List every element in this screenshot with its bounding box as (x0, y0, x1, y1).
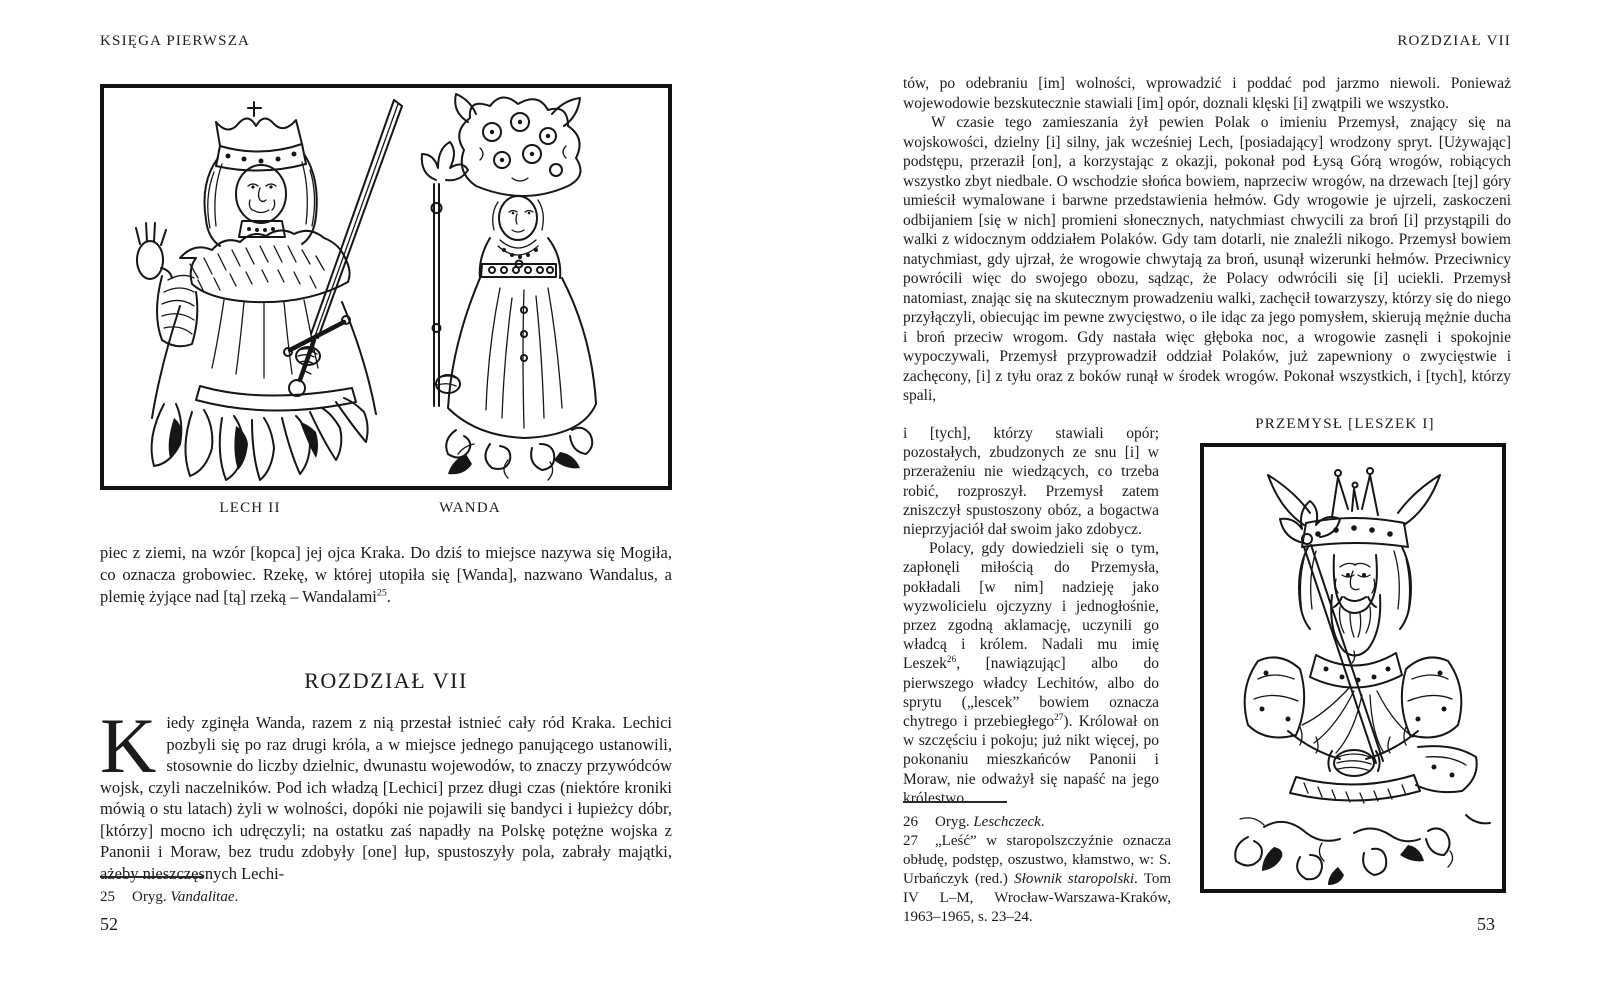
page-number-left: 52 (100, 914, 118, 934)
figure-frame-lech-wanda (100, 84, 672, 490)
footnote-rule-left (100, 876, 204, 878)
paragraph-polacy: Polacy, gdy dowiedzieli się o tym, zapłonęli miłością do Przemysła, pokładali [w nim] nadzieję jako wyzwolicielu ojczyzny i jednogłośnie, przez zgodną aklamację, uczynili go władcą i królem. Nadali mu imię Leszek$^{26}$, [nawiązując] albo do pierwszego władcy Lechitów, albo do sprytu („lescek” bowiem oznacza chytrego i przebiegłego$^{27}$). Królował on w szczęściu i pokoju; już nikt więcej, po pokonaniu mieszkańców Panonii i Moraw, nie odważył się napaść na jego królestwo. (903, 540, 1160, 807)
footnote-text: Oryg. Leschczeck. (935, 814, 1045, 830)
footnote-26 (903, 813, 1171, 832)
footnote-number: 27 (903, 833, 918, 849)
body-column-wide (903, 74, 1511, 406)
footnote-text: „Leść” w staropolszczyźnie oznacza obłudę, podstęp, oszustwo, kłamstwo, w: S. Urbańczyk (red.) Słownik staropolski. Tom IV L–M, Wrocław-Warszawa-Kraków, 1963–1965, s. 23–24. (903, 833, 1171, 925)
footnote-text: Oryg. Vandalitae. (132, 889, 239, 905)
footnote-rule-right (903, 801, 1007, 803)
paragraph-przemysl: W czasie tego zamieszania żył pewien Polak o imieniu Przemysł, znający się na wojskowości, dzielny [i] silny, jak wcześniej Lech, [posiadający] wrodzony spryt. [Używając] podstępu, przeraził [on], a korzystając z okazji, pokonał pod Łysą Górą wrogów, robiących wszystko zbyt niedbale. O wschodzie słońca bowiem, naprzeciw wrogów, na drzewach [tej] góry umieścił wymalowane i barwne przedstawienia hełmów. Gdy wrogowie je ujrzeli, zaskoczeni odbijaniem [się w nich] promieni słonecznych, natychmiast chwycili za broń [i] przystąpili do walki z widocznym oddziałem Polaków. Gdy tam dotarli, nie znaleźli nikogo. Przemysł bowiem natychmiast, gdy ujrzał, że wrogowie chwytają za broń, usunął wizerunki hełmów. Przeciwnicy powrócili więc do swojego obozu, sądząc, że Polacy odwrócili się [i] uciekli. Przemysł natomiast, znając się na skutecznym prowadzeniu walki, zachęcił towarzyszy, którzy się do niego przyłączyli, obiecując im pewne zwycięstwo, o ile idąc za jego pomysłem, skierują mężnie ducha i broń przeciw wrogom. Gdy nastała więc głęboka noc, a wrogowie zasnęli i spokojnie wypoczywali, Przemysł przyprowadził oddział Polaków, już zapewniony o zwycięstwie i zachęcony, [i] z tyłu oraz z boków runął w środek wrogów. Pokonał wszystkich, i [tych], którzy spali, (903, 114, 1511, 404)
caption-lech-ii: LECH II (219, 500, 281, 516)
paragraph-wanda-burial (100, 542, 672, 607)
footnote-number: 26 (903, 814, 918, 830)
woodcut-king-przemysl (1235, 468, 1490, 885)
woodcut-lech-ii (136, 100, 402, 480)
caption-przemysl-leszek: PRZEMYSŁ [LESZEK I] (1255, 416, 1435, 432)
paragraph-chapter-vii (100, 702, 672, 884)
woodcut-wanda (422, 94, 596, 480)
woodcut-lech-and-wanda-illustration (104, 88, 668, 486)
paragraph-text: piec z ziemi, na wzór [kopca] jej ojca Kraka. Do dziś to miejsce nazywa się Mogiła, co oznacza grobowiec. Rzekę, w której utopiła się [Wanda], nazwano Wandalus, a plemię żyjące nad [tą] rzeką – Wandalami$^{25}$. (100, 543, 672, 606)
footnote-25 (100, 888, 520, 907)
body-column-narrow (903, 424, 1159, 808)
footnote-number: 25 (100, 889, 115, 905)
figure-frame-przemysl (1200, 443, 1506, 893)
footnote-27 (903, 832, 1171, 927)
chapter-heading: ROZDZIAŁ VII (304, 668, 468, 693)
running-head-right: ROZDZIAŁ VII (1397, 33, 1511, 49)
paragraph-text: Kiedy zginęła Wanda, razem z nią przestał istnieć cały ród Kraka. Lechici pozbyli się po raz drugi króla, a w miejsce jednego panującego ustanowili, stosownie do liczby dzielnic, dwunastu wojewodów, to znaczy przywódców wojsk, czyli naczelników. Pod ich władzą [Lechici] przez długi czas (niektóre kroniki mówią o stu latach) żyli w wolności, dopóki nie pojawili się bandyci i łupieżcy dóbr, [którzy] mocno ich udręczyli; na ostatku zaś napadły na Polskę potężne wojska z Panonii i Moraw, bez trudu zdobyły [one] łup, spustoszyły pola, zabrały majątki, ażeby nieszczęsnych Lechi- (100, 702, 672, 883)
woodcut-przemysl-illustration (1204, 447, 1502, 889)
paragraph-narrow-continuation: i [tych], którzy stawiali opór; pozostałych, zbudzonych ze snu [i] w przerażeniu nie wiedzących, co trzeba robić, rozproszył. Przemysł zatem zniszczył spustoszony obóz, a bogactwa nieprzyjaciół dał swoim jako zdobycz. (903, 425, 1159, 539)
drop-cap-k: K (100, 702, 157, 789)
running-head-left: KSIĘGA PIERWSZA (100, 33, 251, 49)
caption-wanda: WANDA (439, 500, 501, 516)
paragraph-continuation: tów, po odebraniu [im] wolności, wprowadzić i poddać pod jarzmo niewoli. Ponieważ wojewodowie bezskutecznie stawiali [im] opór, doznali klęski [i] zwątpili we wszystko. (903, 75, 1511, 112)
page-number-right: 53 (1477, 914, 1495, 934)
